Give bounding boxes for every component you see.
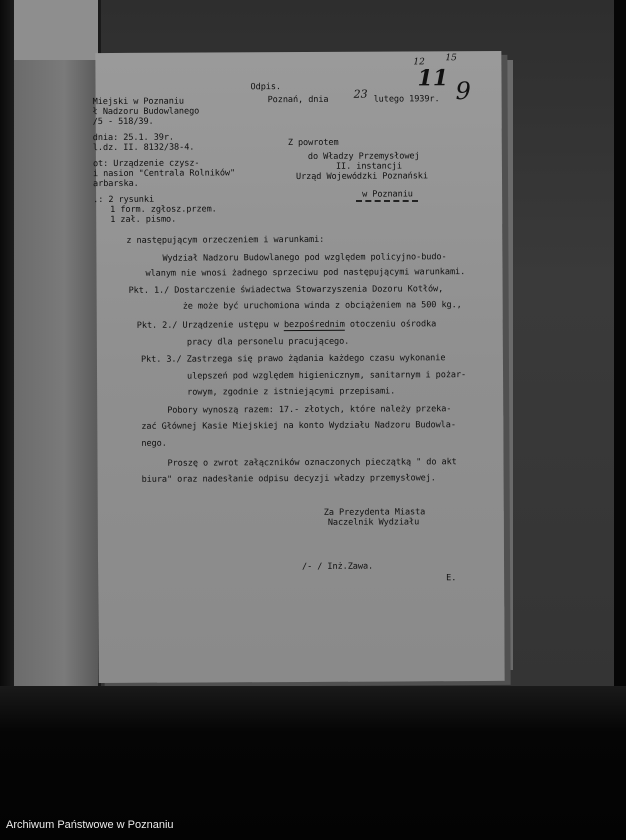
signature-line-3: /- / Inż.Zawa.	[302, 561, 374, 572]
sender-line-2: ł Nadzoru Budowlanego	[92, 106, 200, 118]
subject-line-2: i nasion "Centrala Rolników"	[92, 168, 236, 180]
body-point-2a-underlined: bezpośrednim	[283, 319, 345, 331]
enclosure-line-3: 1 zał. pismo.	[110, 214, 177, 225]
underlying-page-band	[14, 0, 98, 60]
annotation-top-number: 15	[445, 53, 457, 64]
body-line-1: Wydział Nadzoru Budowlanego pod względem policyjno-budo-	[162, 252, 447, 264]
return-line-3: II. instancji	[335, 161, 402, 172]
signature-line-2: Naczelnik Wydziału	[327, 517, 420, 528]
annotation-small-number: 12	[413, 57, 425, 68]
signature-mark: E.	[446, 573, 457, 584]
body-line-2: wlanym nie wnosi żadnego sprzeciwu pod następującymi warunkami.	[145, 267, 466, 279]
enclosure-line-2: 1 form. zgłosz.przem.	[110, 204, 217, 215]
odpis-label: Odpis.	[250, 82, 282, 93]
place-date-prefix: Poznań, dnia	[267, 94, 329, 106]
enclosure-line-1: .: 2 rysunki	[93, 194, 155, 206]
body-point-2a-start: Pkt. 2./ Urządzenie ustępu w	[136, 320, 284, 331]
return-line-5: w Poznaniu	[362, 189, 413, 200]
body-point-2a-end: otoczeniu ośrodka	[344, 319, 437, 330]
return-line-4: Urząd Wojewódzki Poznański	[295, 171, 428, 183]
ref-line-1: dnia: 25.1. 39r.	[92, 132, 175, 144]
body-request-1: Proszę o zwrot załączników oznaczonych pieczątką " do akt	[167, 457, 457, 469]
scan-bottom-shadow	[0, 686, 626, 840]
signature-line-1: Za Prezydenta Miasta	[323, 507, 426, 518]
body-point-3b: ulepszeń pod względem higienicznym, sanitarnym i pożar-	[187, 370, 467, 382]
body-point-3a: Pkt. 3./ Zastrzega się prawo żądania każdego czasu wykonanie	[140, 353, 446, 365]
sender-line-3: /5 - 518/39.	[92, 116, 154, 128]
return-line-1: Z powrotem	[287, 137, 339, 149]
ref-line-2: l.dz. II. 8132/38-4.	[92, 142, 195, 154]
paper-edge	[503, 60, 513, 670]
annotation-number-b: 9	[455, 77, 471, 106]
archive-watermark: Archiwum Państwowe w Poznaniu	[6, 819, 174, 831]
body-point-3c: rowym, zgodnie z istniejącymi przepisami.	[187, 386, 396, 398]
subject-line-1: ot: Urządzenie czysz-	[92, 158, 200, 170]
dashed-underline	[356, 200, 418, 202]
body-fee-1: Pobory wynoszą razem: 17.- złotych, które należy przeka-	[167, 404, 452, 416]
subject-line-3: arbarska.	[93, 178, 139, 190]
body-intro: z następującym orzeczeniem i warunkami:	[126, 234, 325, 246]
date-day: 23	[353, 87, 368, 101]
body-request-2: biura" oraz nadesłanie odpisu decyzji władzy przemysłowej.	[141, 473, 436, 485]
body-point-2b: pracy dla personelu pracującego.	[186, 336, 350, 348]
body-point-2a	[137, 319, 436, 332]
document-page	[92, 51, 504, 683]
return-line-2: do Władzy Przemysłowej	[307, 151, 420, 162]
underlying-page	[14, 0, 101, 686]
body-fee-2: zać Głównej Kasie Miejskiej na konto Wydziału Nadzoru Budowla-	[141, 420, 456, 432]
date-month-year: lutego 1939r.	[373, 94, 440, 105]
sender-line-1: Miejski w Poznaniu	[92, 96, 184, 108]
body-point-1b: że może być uruchomiona winda z obciążeniem na 500 kg.,	[182, 300, 462, 312]
body-point-1a: Pkt. 1./ Dostarczenie świadectwa Stowarzyszenia Dozoru Kotłów,	[128, 284, 444, 296]
annotation-number-a: 11	[417, 65, 449, 92]
body-fee-3: nego.	[141, 438, 167, 449]
